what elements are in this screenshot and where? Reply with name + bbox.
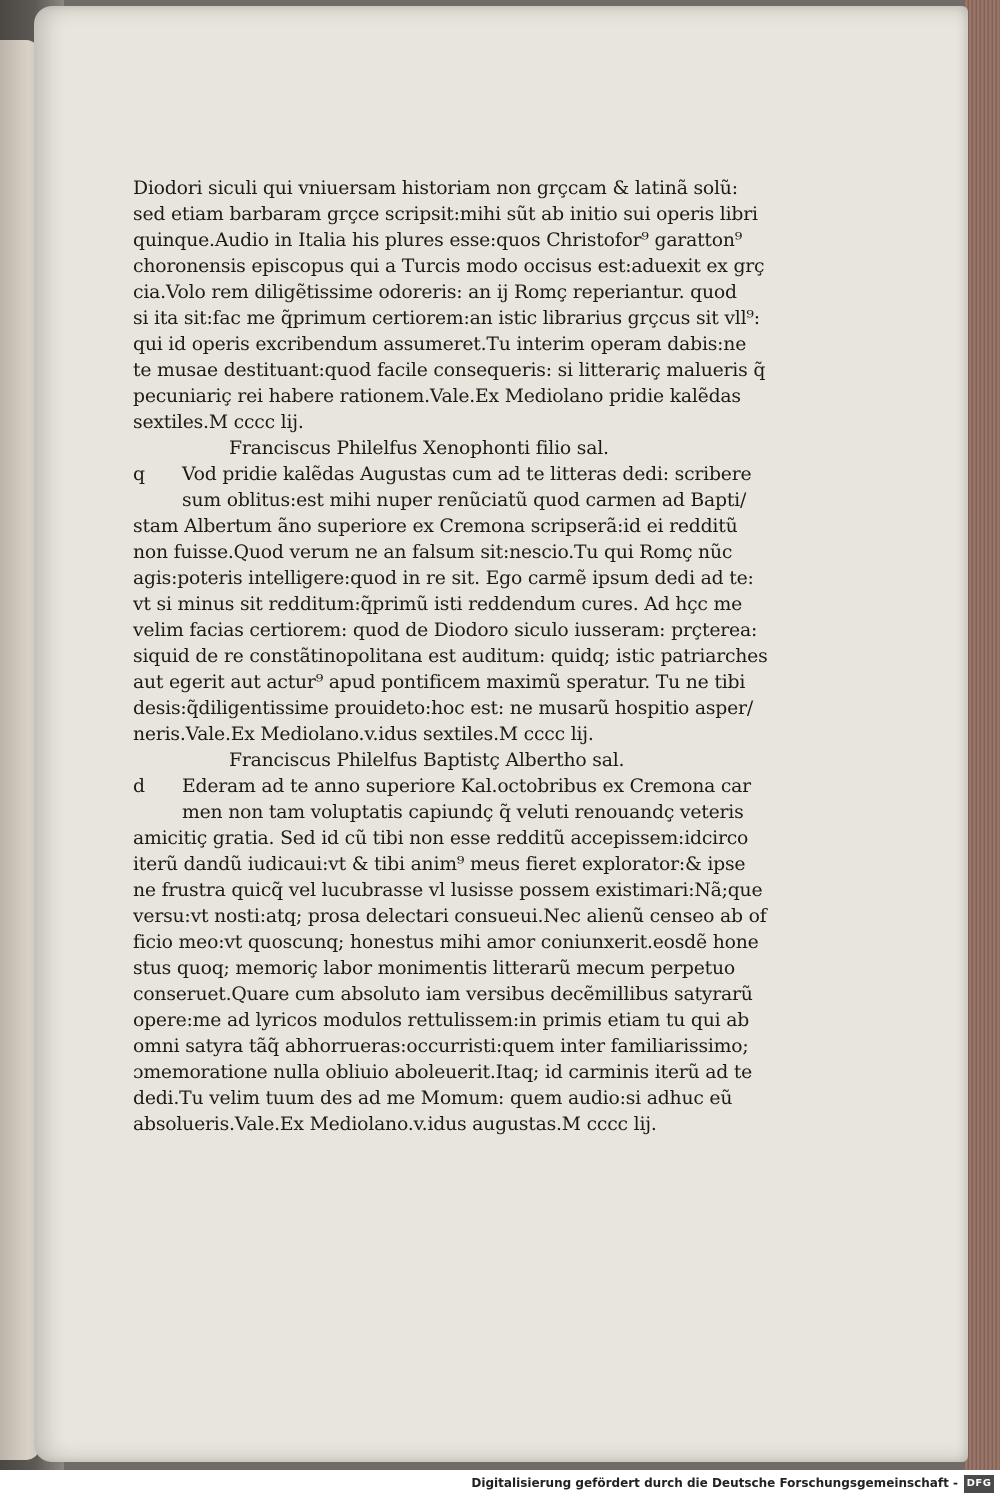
text-block (133, 176, 768, 1138)
letter-text-line: velim facias certiorem: quod de Diodoro siculo iusseram: prçterea: (133, 620, 758, 641)
letter-text-line: sum oblitus:est mihi nuper renũciatũ quod carmen ad Bapti/ (182, 490, 747, 511)
letter-heading: Franciscus Philelfus Xenophonti filio sal. (229, 438, 609, 459)
letter-text-line: vt si minus sit redditum:q̃primũ isti reddendum cures. Ad hçc me (133, 594, 743, 615)
letter-text-line: omni satyra tãq̃ abhorrueras:occurristi:quem inter familiarissimo; (133, 1036, 749, 1057)
letter-text-line: desis:q̃diligentissime prouideto:hoc est: ne musarũ hospitio asper/ (133, 698, 753, 719)
text-line: si ita sit:fac me q̃primum certiorem:an istic librarius grçcus sit vll⁹: (133, 308, 760, 329)
text-line: quinque.Audio in Italia his plures esse:quos Christofor⁹ garatton⁹ (133, 230, 743, 251)
letter-text-line: ne frustra quicq̃ vel lucubrasse vl lusisse possem existimari:Nã;que (133, 880, 763, 901)
letter-first-line (133, 462, 753, 488)
letter-text-line: iterũ dandũ iudicaui:vt & tibi anim⁹ meus fieret explorator:& ipse (133, 854, 746, 875)
letter-text-line: opere:me ad lyricos modulos rettulissem:in primis etiam tu qui ab (133, 1010, 750, 1031)
footer-bar (0, 1470, 1000, 1498)
letter-text-line: non fuisse.Quod verum ne an falsum sit:nescio.Tu qui Romç nũc (133, 542, 733, 563)
letter-text-line: aut egerit aut actur⁹ apud pontificem maximũ speratur. Tu ne tibi (133, 672, 746, 693)
initial-guide-letter: q (133, 464, 145, 485)
text-line: choronensis episcopus qui a Turcis modo occisus est:aduexit ex grç (133, 256, 765, 277)
dfg-logo: DFG (964, 1475, 994, 1493)
letter-text-line: men non tam voluptatis capiundç q̃ veluti renouandç veteris (182, 802, 744, 823)
text-line: sed etiam barbaram grçce scripsit:mihi sũt ab initio sui operis libri (133, 204, 758, 225)
letter-text-line: versu:vt nosti:atq; prosa delectari consueui.Nec alienũ censeo ab of (133, 906, 767, 927)
text-line: sextiles.M cccc lij. (133, 412, 304, 433)
letter-text: Ederam ad te anno superiore Kal.octobribus ex Cremona car (182, 776, 751, 797)
letter-text-line: agis:poteris intelligere:quod in re sit. Ego carmẽ ipsum dedi ad te: (133, 568, 754, 589)
letter-heading: Franciscus Philelfus Baptistç Albertho sal. (229, 750, 625, 771)
letter-text-line: ficio meo:vt quoscunq; honestus mihi amor coniunxerit.eosdẽ hone (133, 932, 759, 953)
book-page (34, 6, 968, 1462)
letter-text: Vod pridie kalẽdas Augustas cum ad te litteras dedi: scribere (182, 464, 752, 485)
letter-text-line: stam Albertum ãno superiore ex Cremona scripserã:id ei redditũ (133, 516, 738, 537)
letter-text-line: amicitiç gratia. Sed id cũ tibi non esse redditũ accepissem:idcirco (133, 828, 749, 849)
letter-first-line (133, 774, 753, 800)
text-line: pecuniariç rei habere rationem.Vale.Ex Mediolano pridie kalẽdas (133, 386, 741, 407)
page-stack-edge (964, 0, 1000, 1470)
letter-text-line: ɔmemoratione nulla obliuio aboleuerit.Itaq; id carminis iterũ ad te (133, 1062, 753, 1083)
text-line: te musae destituant:quod facile consequeris: si litterariç malueris q̃ (133, 360, 766, 381)
initial-guide-letter: d (133, 776, 145, 797)
text-line: Diodori siculi qui vniuersam historiam non grçcam & latinã solũ: (133, 178, 738, 199)
text-line: cia.Volo rem diligẽtissime odoreris: an ij Romç reperiantur. quod (133, 282, 737, 303)
letter-text-line: siquid de re constãtinopolitana est auditum: quidq; istic patriarches (133, 646, 768, 667)
text-line: qui id operis excribendum assumeret.Tu interim operam dabis:ne (133, 334, 747, 355)
letter-text-line: conseruet.Quare cum absoluto iam versibus decẽmillibus satyrarũ (133, 984, 753, 1005)
letter-text-line: dedi.Tu velim tuum des ad me Momum: quem audio:si adhuc eũ (133, 1088, 733, 1109)
letter-text-line: absolueris.Vale.Ex Mediolano.v.idus augustas.M cccc lij. (133, 1114, 657, 1135)
funding-credit: Digitalisierung gefördert durch die Deutsche Forschungsgemeinschaft - (471, 1476, 958, 1490)
letter-text-line: stus quoq; memoriç labor monimentis litterarũ mecum perpetuo (133, 958, 735, 979)
letter-text-line: neris.Vale.Ex Mediolano.v.idus sextiles.M cccc lij. (133, 724, 594, 745)
